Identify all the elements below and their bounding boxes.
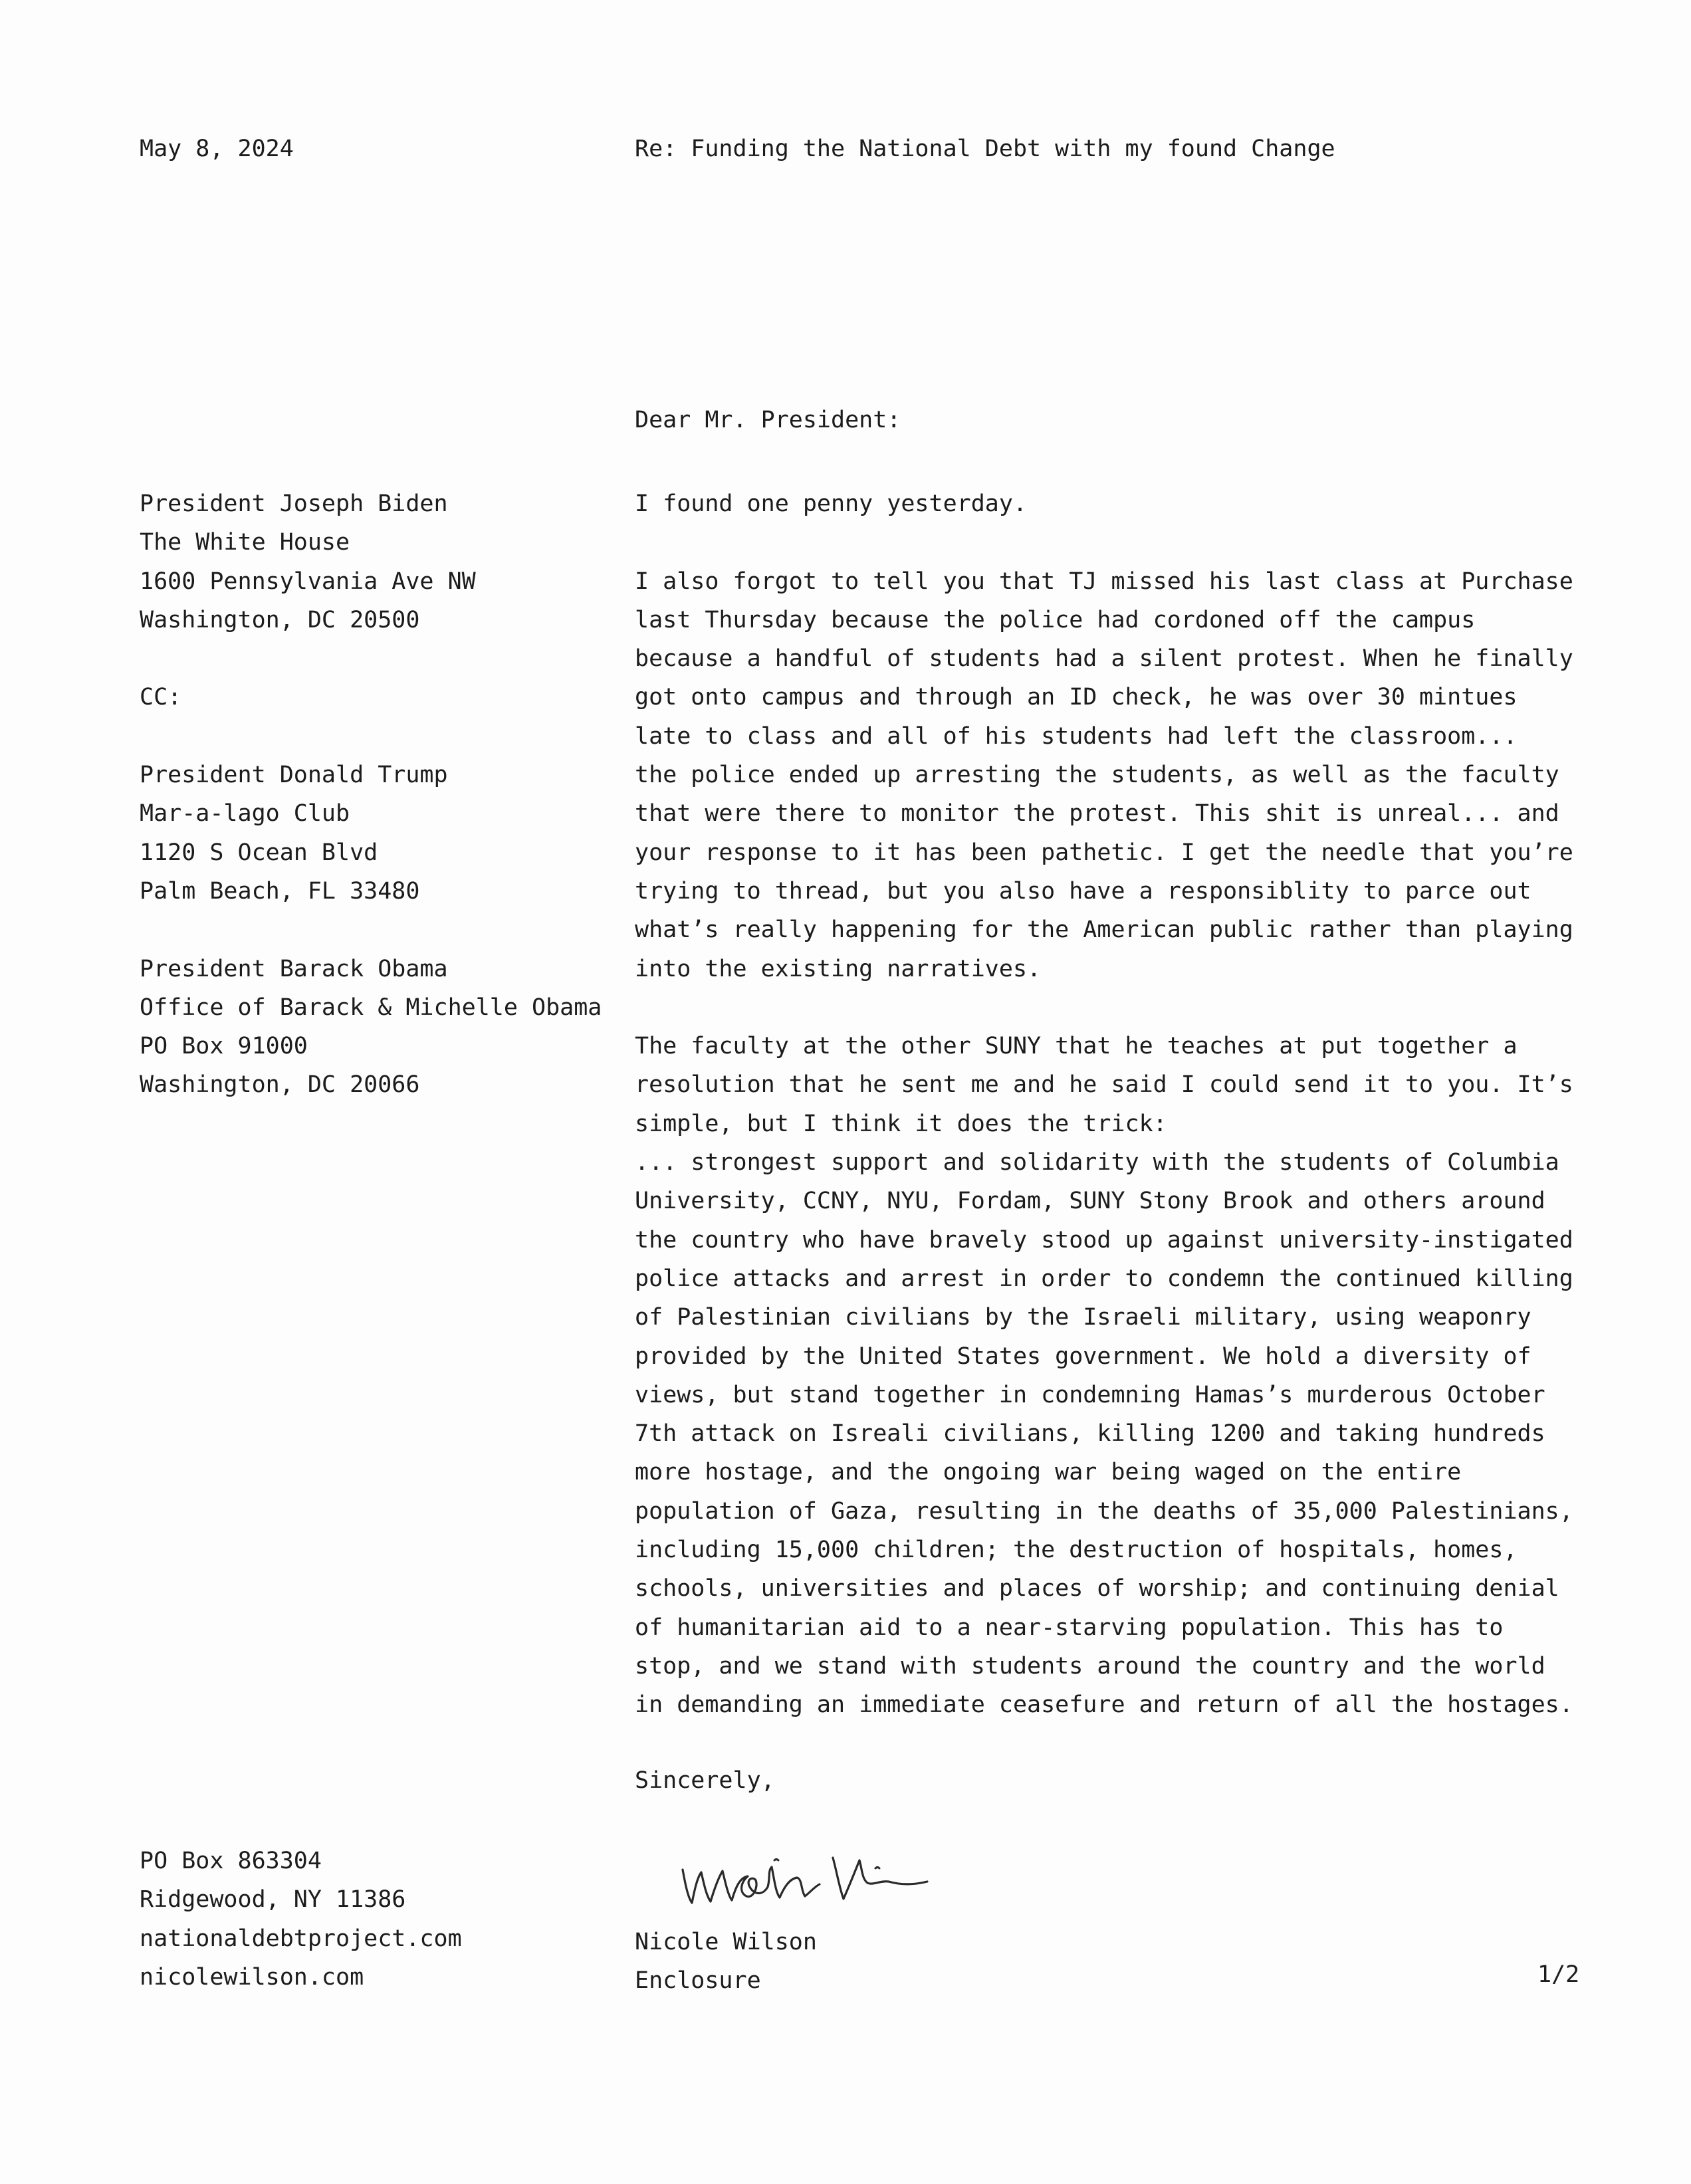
body-paragraph-2-line: what’s really happening for the American public rather than playing: [635, 917, 1573, 944]
recipient-obama-name: President Barack Obama: [140, 955, 448, 982]
recipient-trump-line: Palm Beach, FL 33480: [140, 877, 420, 905]
sender-line: PO Box 863304: [140, 1848, 322, 1874]
body-paragraph-3-line: provided by the United States government. We hold a diversity of: [635, 1343, 1531, 1370]
letter-subject: Re: Funding the National Debt with my found Change: [635, 136, 1335, 162]
salutation: Dear Mr. President:: [635, 407, 901, 433]
recipient-biden-line: 1600 Pennsylvania Ave NW: [140, 568, 476, 595]
recipient-biden-name: President Joseph Biden: [140, 491, 448, 517]
body-paragraph-3-line: in demanding an immediate ceasefure and return of all the hostages.: [635, 1692, 1573, 1719]
sender-line: Ridgewood, NY 11386: [140, 1886, 406, 1913]
recipient-trump-line: Mar-a-lago Club: [140, 800, 350, 827]
body-paragraph-2-line: the police ended up arresting the students, as well as the faculty: [635, 762, 1559, 789]
body-paragraph-3-line: simple, but I think it does the trick:: [635, 1110, 1167, 1137]
recipient-trump-line: 1120 S Ocean Blvd: [140, 839, 378, 866]
letter-date: May 8, 2024: [140, 136, 294, 162]
body-paragraph-3-line: University, CCNY, NYU, Fordam, SUNY Stony Brook and others around: [635, 1188, 1545, 1215]
page-number: 1/2: [1537, 1961, 1580, 1988]
body-paragraph-3-line: population of Gaza, resulting in the deaths of 35,000 Palestinians,: [635, 1497, 1573, 1525]
letter-body: [635, 485, 1592, 1725]
body-paragraph-2-line: because a handful of students had a silent protest. When he finally: [635, 645, 1573, 673]
body-paragraph-3-line: stop, and we stand with students around the country and the world: [635, 1652, 1545, 1680]
recipient-biden-line: Washington, DC 20500: [140, 606, 420, 633]
signer-name: Nicole Wilson: [635, 1929, 817, 1955]
body-paragraph-3-line: views, but stand together in condemning Hamas’s murderous October: [635, 1381, 1545, 1408]
body-paragraph-2-line: I also forgot to tell you that TJ missed his last class at Purchase: [635, 568, 1573, 595]
body-paragraph-3-line: ... strongest support and solidarity with the students of Columbia: [635, 1149, 1559, 1176]
body-paragraph-2-line: late to class and all of his students had left the classroom...: [635, 722, 1518, 750]
body-paragraph-3-line: 7th attack on Isreali civilians, killing 1200 and taking hundreds: [635, 1420, 1545, 1448]
recipient-obama-line: Office of Barack & Michelle Obama: [140, 994, 602, 1021]
signer-block: [635, 1923, 817, 2001]
cc-label: CC:: [140, 684, 182, 711]
body-paragraph-3-line: including 15,000 children; the destruction of hospitals, homes,: [635, 1537, 1518, 1564]
sender-website: nicolewilson.com: [140, 1963, 364, 1991]
body-paragraph-3-line: schools, universities and places of worship; and continuing denial: [635, 1575, 1559, 1602]
recipient-obama-line: Washington, DC 20066: [140, 1071, 420, 1099]
recipient-trump-name: President Donald Trump: [140, 762, 448, 789]
sender-website: nationaldebtproject.com: [140, 1925, 462, 1952]
body-paragraph-3-line: The faculty at the other SUNY that he teaches at put together a: [635, 1033, 1518, 1060]
body-paragraph-2-line: that were there to monitor the protest. This shit is unreal... and: [635, 800, 1559, 827]
body-paragraph-3-line: the country who have bravely stood up against university-instigated: [635, 1226, 1573, 1254]
sender-address: [140, 1842, 462, 1997]
enclosure-note: Enclosure: [635, 1967, 761, 1995]
body-paragraph-3-line: police attacks and arrest in order to condemn the continued killing: [635, 1265, 1573, 1292]
body-paragraph-2-line: trying to thread, but you also have a responsiblity to parce out: [635, 877, 1531, 905]
closing: Sincerely,: [635, 1767, 775, 1794]
body-paragraph-3-line: of Palestinian civilians by the Israeli military, using weaponry: [635, 1304, 1531, 1331]
body-paragraph-1-line: I found one penny yesterday.: [635, 491, 1028, 517]
body-paragraph-3-line: of humanitarian aid to a near-starving population. This has to: [635, 1614, 1504, 1641]
recipient-biden-line: The White House: [140, 529, 350, 556]
body-paragraph-2-line: got onto campus and through an ID check, he was over 30 mintues: [635, 684, 1518, 711]
body-paragraph-3-line: more hostage, and the ongoing war being waged on the entire: [635, 1459, 1462, 1486]
body-paragraph-2-line: last Thursday because the police had cordoned off the campus: [635, 606, 1476, 633]
body-paragraph-2-line: into the existing narratives.: [635, 955, 1042, 982]
recipient-obama-line: PO Box 91000: [140, 1033, 308, 1060]
body-paragraph-3-line: resolution that he sent me and he said I could send it to you. It’s: [635, 1071, 1573, 1099]
body-paragraph-2-line: your response to it has been pathetic. I get the needle that you’re: [635, 839, 1573, 866]
recipient-addresses: [140, 485, 602, 1105]
signature-image: [675, 1831, 1007, 1917]
